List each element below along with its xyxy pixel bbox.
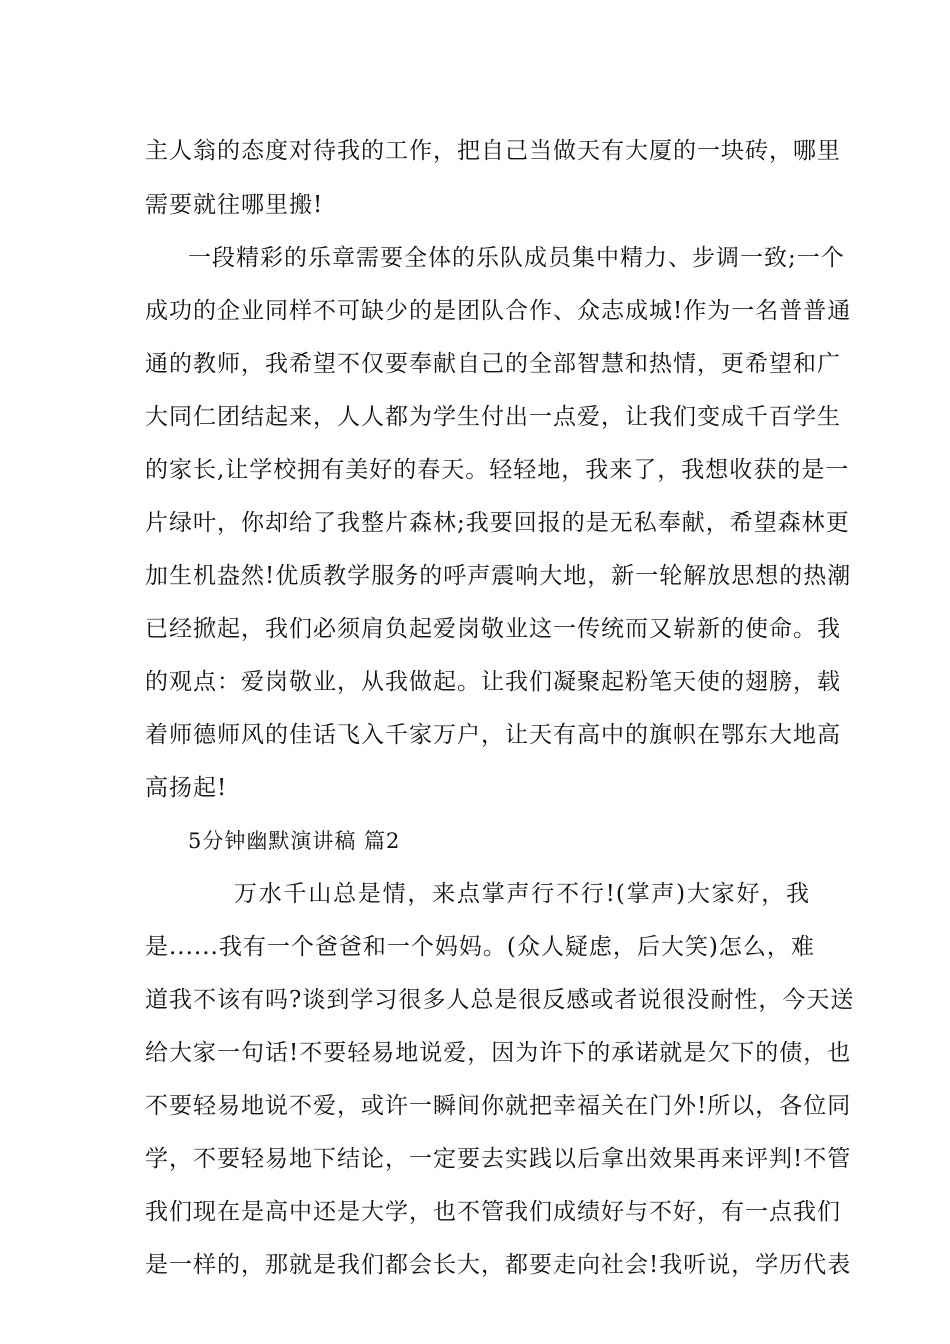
body-text-line: 大同仁团结起来，人人都为学生付出一点爱，让我们变成千百学生 — [145, 404, 841, 430]
body-text-line: 的观点：爱岗敬业，从我做起。让我们凝聚起粉笔天使的翅膀，载 — [145, 669, 841, 695]
body-text-line: 主人翁的态度对待我的工作，把自己当做天有大厦的一块砖，哪里 — [145, 138, 841, 164]
body-text-line: 高扬起! — [145, 775, 228, 801]
body-text-line: 已经掀起，我们必须肩负起爱岗敬业这一传统而又崭新的使命。我 — [145, 616, 841, 642]
paragraph-first-line: 一段精彩的乐章需要全体的乐队成员集中精力、步调一致;一个 — [188, 245, 845, 271]
body-text-line: 着师德师风的佳话飞入千家万户，让天有高中的旗帜在鄂东大地高 — [145, 722, 841, 748]
body-text-line: 我们现在是高中还是大学，也不管我们成绩好与不好，有一点我们 — [145, 1199, 841, 1225]
body-text-line: 给大家一句话!不要轻易地说爱，因为许下的承诺就是欠下的债，也 — [145, 1040, 852, 1066]
body-text-line: 学，不要轻易地下结论，一定要去实践以后拿出效果再来评判!不管 — [145, 1146, 852, 1172]
body-text-line: 道我不该有吗?谈到学习很多人总是很反感或者说很没耐性，今天送 — [145, 987, 855, 1013]
body-text-line: 需要就往哪里搬! — [145, 192, 324, 218]
body-text-line: 通的教师，我希望不仅要奉献自己的全部智慧和热情，更希望和广 — [145, 351, 841, 377]
body-text-line: 不要轻易地说不爱，或许一瞬间你就把幸福关在门外!所以，各位同 — [145, 1093, 852, 1119]
body-text-line: 的家长,让学校拥有美好的春天。轻轻地，我来了，我想收获的是一 — [145, 457, 850, 483]
body-text-line: 是......我有一个爸爸和一个妈妈。(众人疑虑，后大笑)怎么，难 — [145, 934, 815, 960]
body-text-line: 片绿叶，你却给了我整片森林;我要回报的是无私奉献，希望森林更 — [145, 510, 850, 536]
section-heading: 5分钟幽默演讲稿 篇2 — [188, 829, 401, 853]
body-text-line: 是一样的，那就是我们都会长大，都要走向社会!我听说，学历代表 — [145, 1252, 852, 1278]
paragraph-first-line: 万水千山总是情，来点掌声行不行!(掌声)大家好，我 — [234, 881, 810, 907]
body-text-line: 加生机盎然!优质教学服务的呼声震响大地，新一轮解放思想的热潮 — [145, 563, 852, 589]
body-text-line: 成功的企业同样不可缺少的是团队合作、众志成城!作为一名普普通 — [145, 298, 852, 324]
